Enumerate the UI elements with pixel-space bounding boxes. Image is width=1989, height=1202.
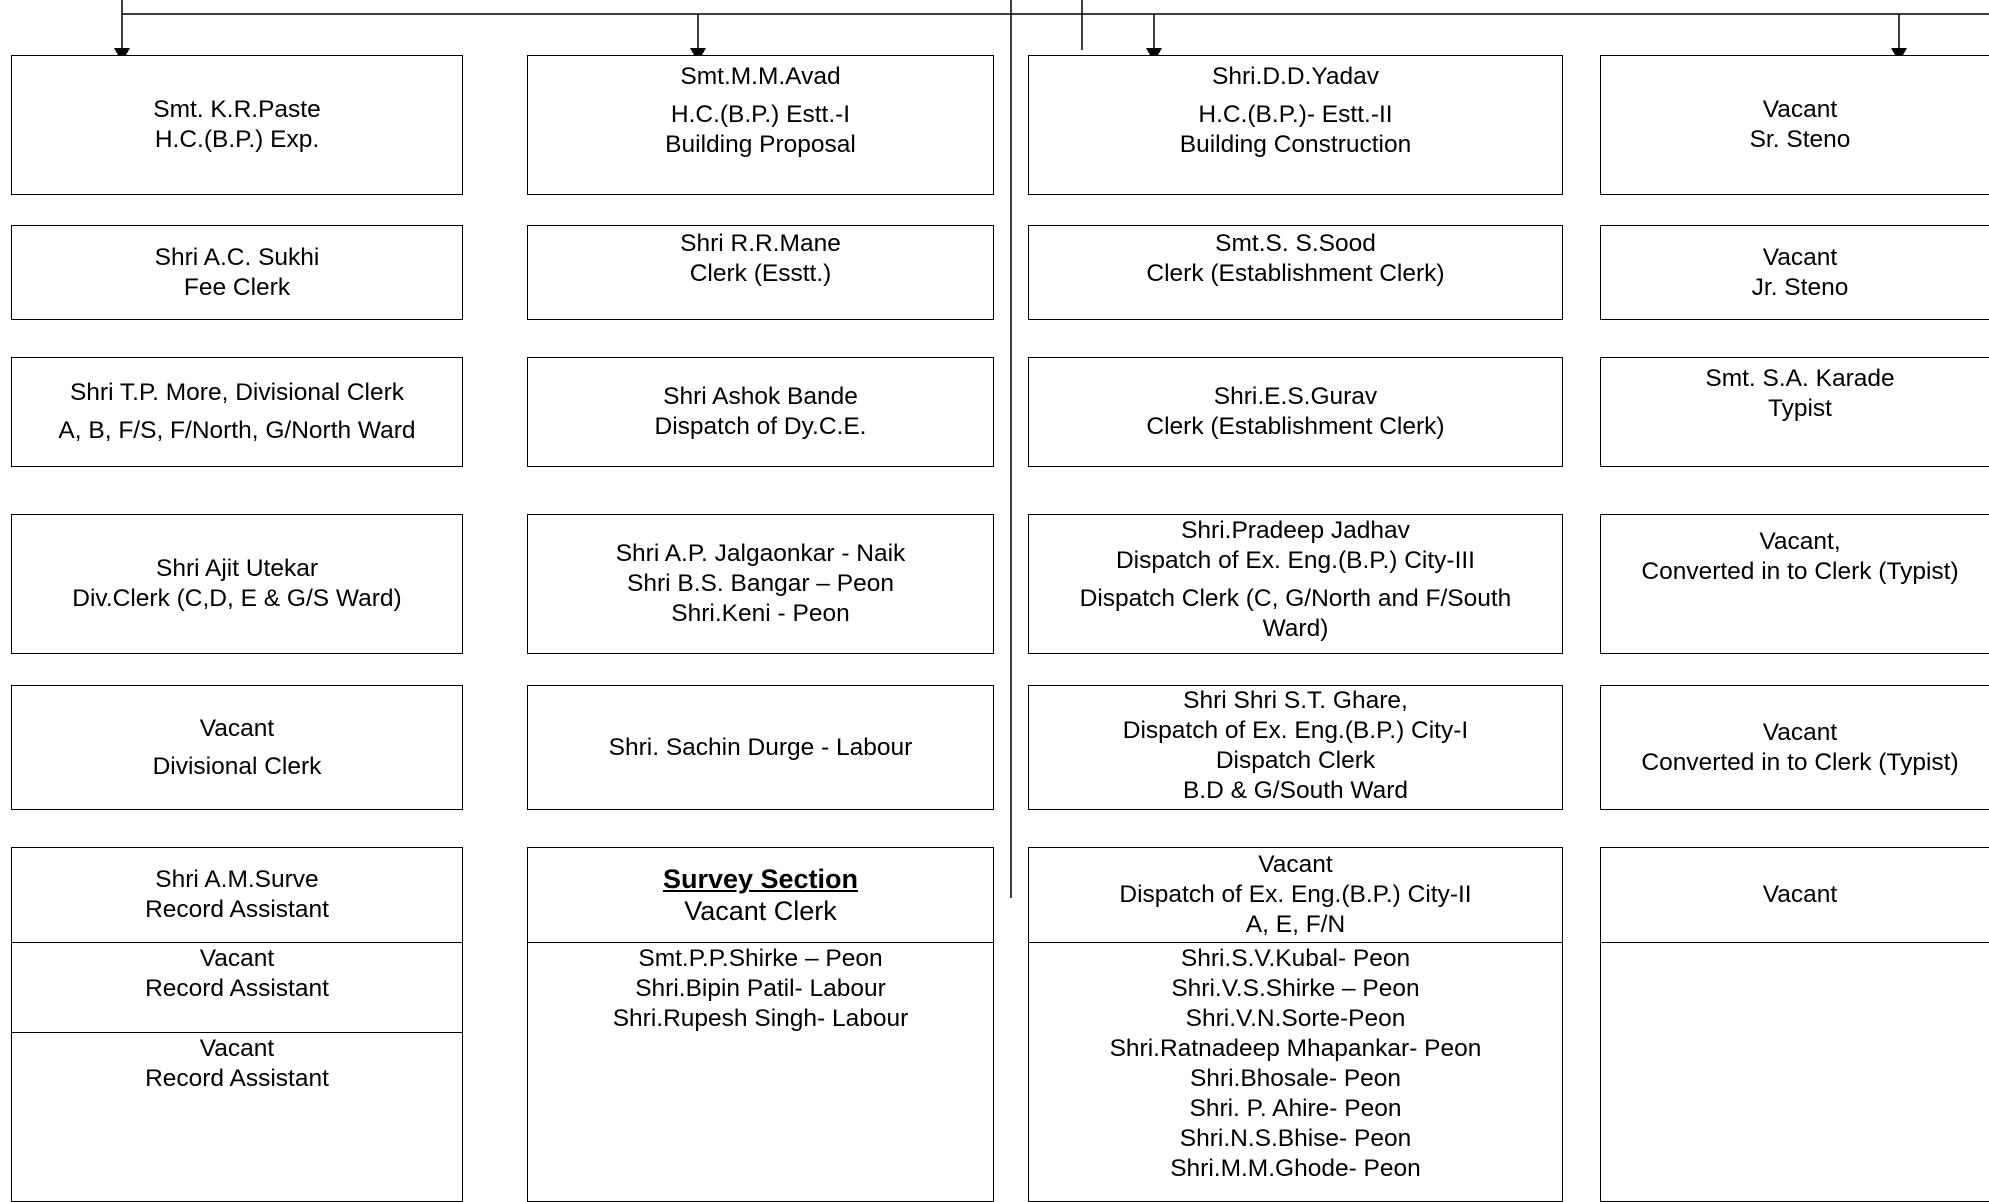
role-text: Dispatch Clerk (C, G/North and F/South	[1079, 585, 1512, 612]
box-jr-steno	[1600, 225, 1989, 320]
staff-text: Shri.Bipin Patil- Labour	[635, 975, 886, 1002]
staff-text: Shri.S.V.Kubal- Peon	[1180, 945, 1411, 972]
role-text: Vacant Clerk	[684, 896, 837, 926]
name-text: Shri.Pradeep Jadhav	[1181, 517, 1410, 544]
name-text: Vacant	[1258, 851, 1333, 878]
box-jadhav	[1028, 514, 1563, 654]
role-text: Dispatch Clerk	[1215, 747, 1376, 774]
name-text: Vacant	[1762, 243, 1838, 271]
box-sr-steno	[1600, 55, 1989, 195]
name-text: Smt.M.M.Avad	[680, 63, 841, 90]
name-text: Vacant	[199, 1035, 275, 1062]
box-yadav	[1028, 55, 1563, 195]
box-bande	[527, 357, 994, 467]
role-text: B.D & G/South Ward	[1182, 777, 1409, 804]
name-text: Smt.S. S.Sood	[1215, 230, 1376, 257]
box-vacant	[1600, 847, 1989, 943]
box-paste	[11, 55, 463, 195]
role-text: H.C.(B.P.) Exp.	[154, 126, 320, 153]
name-text: Vacant	[199, 945, 275, 972]
section-heading: Survey Section	[662, 864, 859, 894]
name-text: Shri A.M.Surve	[155, 866, 319, 893]
box-survey-section	[527, 847, 994, 943]
role-text: Divisional Clerk	[152, 752, 322, 780]
box-vacant-city2	[1028, 847, 1563, 943]
name-text: Vacant	[199, 714, 275, 742]
role-text: Converted in to Clerk (Typist)	[1641, 558, 1959, 585]
role-text: Dispatch of Ex. Eng.(B.P.) City-III	[1115, 547, 1475, 574]
box-jalgaonkar	[527, 514, 994, 654]
box-sood	[1028, 225, 1563, 320]
role-text: H.C.(B.P.)- Estt.-II	[1198, 101, 1393, 128]
name-text: Shri T.P. More, Divisional Clerk	[69, 379, 405, 406]
name-text: Vacant	[1762, 718, 1838, 746]
name-text: Shri Ajit Utekar	[155, 555, 319, 582]
role-text: A, B, F/S, F/North, G/North Ward	[58, 417, 416, 444]
name-text: Shri Ashok Bande	[663, 383, 858, 410]
box-survey-staff	[527, 942, 994, 1202]
name-text: Vacant	[1762, 96, 1838, 123]
staff-text: Shri B.S. Bangar – Peon	[627, 570, 894, 597]
staff-text: Shri.Keni - Peon	[671, 600, 850, 627]
role-text: Clerk (Esstt.)	[689, 260, 832, 287]
staff-text: Shri.N.S.Bhise- Peon	[1179, 1125, 1412, 1152]
dept-text: Building Proposal	[665, 131, 856, 158]
role-text: Record Assistant	[145, 896, 329, 923]
role-text: Converted in to Clerk (Typist)	[1641, 748, 1959, 776]
role-text: Dispatch of Ex. Eng.(B.P.) City-II	[1119, 881, 1472, 908]
staff-text: Shri. Sachin Durge - Labour	[608, 733, 913, 761]
name-text: Smt. K.R.Paste	[153, 96, 321, 123]
box-more	[11, 357, 463, 467]
role-text: Sr. Steno	[1749, 126, 1851, 153]
box-peons	[1028, 942, 1563, 1202]
role-text: Record Assistant	[145, 975, 329, 1002]
box-vacant-divclerk	[11, 685, 463, 810]
box-avad	[527, 55, 994, 195]
role-text: Dispatch of Dy.C.E.	[654, 413, 867, 440]
staff-text: Shri.Bhosale- Peon	[1189, 1065, 1402, 1092]
staff-text: Shri.Rupesh Singh- Labour	[612, 1005, 909, 1032]
name-text: Shri Shri S.T. Ghare,	[1183, 687, 1408, 714]
name-text: Shri R.R.Mane	[680, 230, 841, 257]
staff-text: Shri.V.N.Sorte-Peon	[1185, 1005, 1406, 1032]
staff-text: Shri A.P. Jalgaonkar - Naik	[615, 540, 906, 567]
box-vacant-typist-2	[1600, 685, 1989, 810]
box-ghare	[1028, 685, 1563, 810]
role-text: Jr. Steno	[1751, 273, 1849, 301]
box-vacant-record-2	[11, 1032, 463, 1202]
name-text: Smt. S.A. Karade	[1705, 365, 1895, 392]
box-vacant-record-1	[11, 942, 463, 1033]
staff-text: Shri.M.M.Ghode- Peon	[1170, 1155, 1421, 1182]
role-text: Ward)	[1262, 615, 1329, 642]
role-text: Dispatch of Ex. Eng.(B.P.) City-I	[1122, 717, 1469, 744]
name-text: Shri.E.S.Gurav	[1213, 383, 1378, 410]
staff-text: Shri.Ratnadeep Mhapankar- Peon	[1109, 1035, 1482, 1062]
box-sukhi	[11, 225, 463, 320]
name-text: Vacant	[1762, 881, 1838, 908]
box-karade	[1600, 357, 1989, 467]
name-text: Shri A.C. Sukhi	[154, 243, 320, 271]
box-surve	[11, 847, 463, 943]
role-text: Fee Clerk	[183, 273, 291, 301]
role-text: Div.Clerk (C,D, E & G/S Ward)	[72, 585, 402, 612]
role-text: Record Assistant	[145, 1065, 329, 1092]
box-durge	[527, 685, 994, 810]
staff-text: Shri.V.S.Shirke – Peon	[1171, 975, 1420, 1002]
box-gurav	[1028, 357, 1563, 467]
role-text: A, E, F/N	[1245, 911, 1346, 938]
name-text: Vacant,	[1759, 528, 1841, 555]
staff-text: Shri. P. Ahire- Peon	[1189, 1095, 1402, 1122]
role-text: Typist	[1768, 395, 1832, 422]
box-mane	[527, 225, 994, 320]
box-utekar	[11, 514, 463, 654]
dept-text: Building Construction	[1179, 131, 1412, 158]
role-text: H.C.(B.P.) Estt.-I	[670, 101, 851, 128]
name-text: Shri.D.D.Yadav	[1211, 63, 1380, 90]
role-text: Clerk (Establishment Clerk)	[1146, 260, 1445, 287]
box-vacant-typist-1	[1600, 514, 1989, 654]
staff-text: Smt.P.P.Shirke – Peon	[638, 945, 883, 972]
role-text: Clerk (Establishment Clerk)	[1146, 413, 1445, 440]
box-empty	[1600, 942, 1989, 1202]
